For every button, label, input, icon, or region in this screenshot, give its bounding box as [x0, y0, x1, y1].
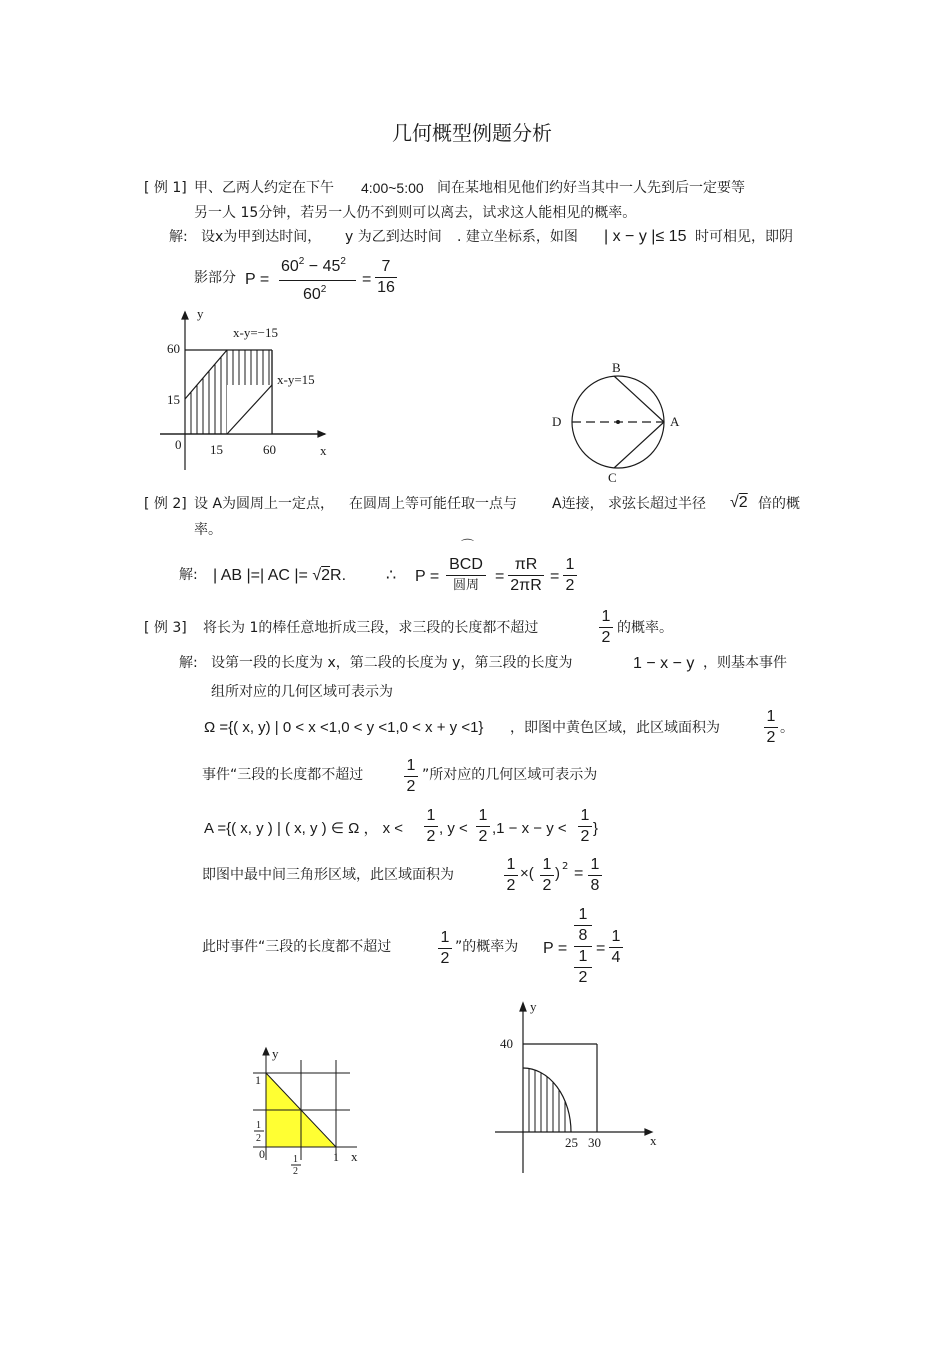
- fig3-half-y-num: 1: [256, 1120, 261, 1131]
- example-1-text-2: 另一人 15分钟，若另一人仍不到则可以离去，试求这人能相见的概率。: [194, 205, 637, 221]
- origin-label: 0: [175, 437, 182, 452]
- final-end: ”的概率为: [455, 939, 519, 955]
- quarter-fraction: 1 4: [609, 929, 623, 966]
- example-3-text-2: 的概率。: [617, 620, 673, 636]
- third-segment-expr: 1 − x − y: [633, 655, 695, 672]
- set-a-part-2: , y <: [439, 820, 468, 837]
- solution-2-p: P =: [415, 568, 440, 585]
- final-p: P =: [543, 940, 568, 957]
- fig3-one-x: 1: [333, 1150, 339, 1164]
- fraction-bar: [279, 280, 356, 281]
- example-1-label: [ 例 1]: [144, 180, 187, 196]
- solution-text-c: . 建立坐标系，如图: [457, 229, 578, 245]
- set-a-part-3: ,1 − x − y <: [492, 820, 567, 837]
- fig3-half-y-den: 2: [256, 1133, 261, 1144]
- solution-text-b: y 为乙到达时间: [345, 229, 442, 245]
- figure-4-quarter-circle: [490, 995, 670, 1180]
- shaded-part-label: 影部分: [194, 270, 236, 286]
- fig3-one-y: 1: [255, 1073, 261, 1087]
- lower-line-label: x-y=15: [277, 372, 315, 387]
- solution-3-label: 解:: [179, 655, 198, 671]
- fraction-denominator: $60^2$: [303, 284, 327, 303]
- solution-2-label: 解:: [179, 567, 198, 583]
- omega-description: ，即图中黄色区域，此区域面积为: [510, 720, 720, 736]
- y-tick-60: 60: [167, 341, 180, 356]
- final-half: 1 2: [438, 930, 452, 967]
- figure-1-graph: [155, 300, 335, 465]
- figure-2-circle: [545, 355, 695, 490]
- example-2-text-1: 设 A为圆周上一定点，: [194, 496, 335, 512]
- equals-2b: =: [550, 568, 560, 585]
- arc-fraction: BCD 圆周: [446, 557, 486, 591]
- solution-inequality: | x − y |≤ 15: [604, 228, 687, 245]
- example-2-text-5: 率。: [194, 522, 222, 538]
- mid-close: ): [555, 865, 560, 882]
- mid-half-2: 1 2: [540, 857, 554, 894]
- final-equals: =: [596, 940, 606, 957]
- mid-times: ×(: [520, 865, 534, 882]
- omega-end: 。: [780, 720, 794, 736]
- result-fraction: 7 16: [375, 259, 397, 296]
- set-a-half-3: 1 2: [578, 808, 592, 845]
- fig4-tick-40: 40: [500, 1036, 513, 1051]
- fig3-origin: 0: [259, 1147, 265, 1161]
- solution-3-text-1: 设第一段的长度为 x，第二段的长度为 y，第三段的长度为: [211, 655, 573, 671]
- equals-sign: =: [362, 271, 372, 288]
- example-3-label: [ 例 3]: [144, 620, 187, 636]
- solution-text-e: 时可相见，即阴: [695, 229, 793, 245]
- example-2-text-2: 在圆周上等可能任取一点与: [349, 496, 517, 512]
- point-a-label: A: [670, 414, 680, 429]
- mid-half-1: 1 2: [504, 857, 518, 894]
- fig4-tick-25: 25: [565, 1135, 578, 1150]
- x-tick-60: 60: [263, 442, 276, 457]
- probability-p: P =: [245, 271, 270, 288]
- example-3-text-1: 将长为 1的棒任意地折成三段，求三段的长度都不超过: [203, 620, 539, 636]
- fraction-numerator: $60^2 - 45^2$: [281, 256, 346, 275]
- fig3-half-x-num: 1: [293, 1154, 298, 1165]
- event-text: 事件“三段的长度都不超过: [202, 767, 364, 783]
- y-axis-label: y: [197, 306, 204, 321]
- fig3-y-label: y: [272, 1046, 279, 1061]
- mid-equals: =: [574, 865, 584, 882]
- omega-set: Ω ={( x, y) | 0 < x <1,0 < y <1,0 < x + y <1}: [204, 719, 484, 736]
- compound-fraction: 1 8 1 2: [574, 907, 592, 986]
- mid-exponent: 2: [562, 861, 569, 872]
- point-d-label: D: [552, 414, 562, 429]
- solution-3-text-2: 组所对应的几何区域可表示为: [211, 684, 393, 700]
- example-2-text-3: A连接， 求弦长超过半径: [552, 496, 707, 512]
- example-1-text: 甲、乙两人约定在下午: [194, 180, 334, 196]
- fig4-x-label: x: [650, 1133, 657, 1148]
- eighth-fraction: 1 8: [588, 857, 602, 894]
- set-a-part-1: A ={( x, y ) | ( x, y ) ∈ Ω ， x <: [204, 820, 404, 837]
- upper-line-label: x-y=−15: [233, 325, 278, 340]
- point-b-label: B: [612, 360, 621, 375]
- omega-area: 1 2: [764, 709, 778, 746]
- equals-2a: =: [495, 568, 505, 585]
- example-2-label: [ 例 2]: [144, 496, 187, 512]
- page-title: 几何概型例题分析: [392, 121, 552, 145]
- y-tick-15: 15: [167, 392, 180, 407]
- solution-label: 解:: [169, 229, 188, 245]
- example-3-half: 1 2: [599, 609, 613, 646]
- solution-2-equation: | AB |=| AC |= √2R.: [213, 567, 347, 584]
- therefore-symbol: ∴: [386, 567, 397, 584]
- half-fraction: 1 2: [563, 557, 577, 594]
- middle-triangle-text: 即图中最中间三角形区域，此区域面积为: [202, 867, 454, 883]
- fig3-x-label: x: [351, 1149, 358, 1164]
- pi-fraction: πR 2πR: [508, 557, 544, 594]
- fig3-half-x-den: 2: [293, 1166, 298, 1177]
- event-end: ”所对应的几何区域可表示为: [422, 767, 598, 783]
- final-text: 此时事件“三段的长度都不超过: [202, 939, 392, 955]
- event-half: 1 2: [404, 758, 418, 795]
- x-tick-15: 15: [210, 442, 223, 457]
- solution-3-text-1-end: ，则基本事件: [703, 655, 787, 671]
- sqrt-two: √2: [730, 494, 748, 511]
- arc-symbol: ⌒: [461, 539, 475, 554]
- example-1-time: 4:00~5:00: [361, 180, 424, 196]
- point-c-label: C: [608, 470, 617, 485]
- set-a-part-4: }: [593, 820, 599, 837]
- x-axis-label: x: [320, 443, 327, 458]
- example-2-text-4: 倍的概: [758, 496, 800, 512]
- set-a-half-1: 1 2: [424, 808, 438, 845]
- example-1-text-b: 间在某地相见他们约好当其中一人先到后一定要等: [437, 180, 745, 196]
- fig4-tick-30: 30: [588, 1135, 601, 1150]
- set-a-half-2: 1 2: [476, 808, 490, 845]
- solution-text-a: 设x为甲到达时间，: [201, 229, 322, 245]
- figure-3-triangle: [245, 1040, 365, 1180]
- fig4-y-label: y: [530, 999, 537, 1014]
